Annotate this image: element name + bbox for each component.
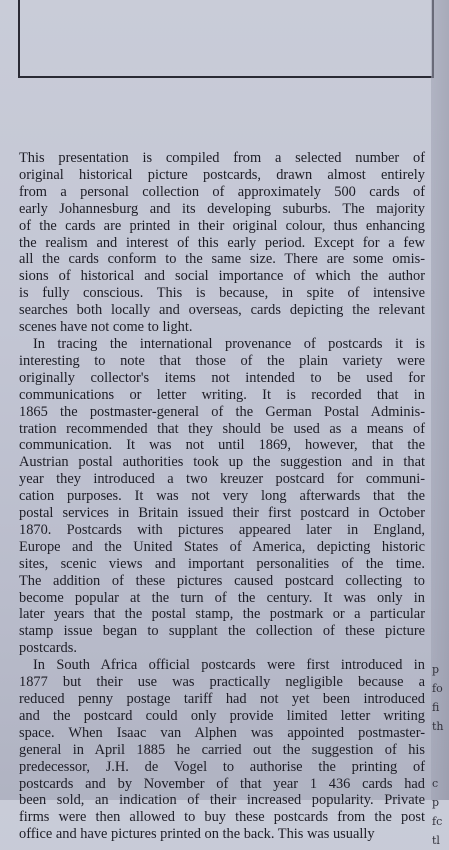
text-line: In tracing the international provenance of postcards it is [33,335,425,352]
text-line: Europe and the United States of America, depicting historic [19,538,425,555]
text-line: is fully conscious. This is because, in spite of intensive [19,285,425,302]
text-line: postcards and by November of that year 1 436 cards had [19,775,425,792]
margin-fragment: p [432,663,440,676]
margin-fragment: fo [432,682,443,695]
text-line: interesting to note that those of the plain variety were [19,352,425,369]
text-line: 1870. Postcards with pictures appeared later in England, [19,521,425,538]
text-line: space. When Isaac van Alphen was appointed postmaster- [19,724,425,741]
text-line: communication. It was not until 1869, however, that the [19,437,425,454]
margin-fragment: fc [432,815,443,828]
paragraph-3 [19,657,425,843]
text-line: sions of historical and social importance of which the author [19,268,425,285]
margin-fragment: p [432,796,440,809]
text-line: original historical picture postcards, drawn almost entirely [19,166,425,183]
text-line: later years that the postal stamp, the postmark or a particular [19,606,425,623]
text-line: The addition of these pictures caused postcard collecting to [19,572,425,589]
text-line: postal services in Britain issued their first postcard in October [19,505,425,522]
text-line: stamp issue began to supplant the collection of these picture [19,623,425,640]
paragraph-1 [19,150,425,336]
text-line: communications or letter writing. It is recorded that in [19,386,425,403]
text-line: general in April 1885 he carried out the suggestion of his [19,741,425,758]
text-line: the realism and interest of this early period. Except for a few [19,234,425,251]
body-text [19,150,425,843]
text-line: searches both locally and overseas, cards depicting the relevant [19,302,425,319]
text-line: sites, scenic views and important personalities of the time. [19,555,425,572]
text-line: predecessor, J.H. de Vogel to authorise the printing of [19,758,425,775]
text-line: tration recommended that they should be used as a means of [19,420,425,437]
text-line: early Johannesburg and its developing suburbs. The majority [19,200,425,217]
paragraph-2 [19,336,425,657]
text-line: from a personal collection of approximately 500 cards of [19,183,425,200]
adjacent-page-fragments [432,660,448,850]
text-line: reduced penny postage tariff had not yet been introduced [19,691,425,707]
text-line: In South Africa official postcards were first introduced in [33,657,425,674]
margin-fragment [432,736,448,755]
margin-fragment: th [432,720,444,733]
text-line: been sold, an indication of their increased popularity. Private [19,792,425,809]
text-line: of the cards are printed in their original colour, thus enhancing [19,217,425,234]
margin-fragment: fi [432,701,440,714]
margin-fragment: tl [432,834,440,847]
text-line: and the postcard could only provide limited letter writing [19,707,425,724]
text-line: become popular at the turn of the century. It was only in [19,589,425,606]
text-line: Austrian postal authorities took up the suggestion and in that [19,454,425,471]
text-line: postcards. [19,640,77,657]
text-line: scenes have not come to light. [19,319,193,336]
header-frame-box [18,0,434,78]
text-line: 1877 but their use was practically negligible because a [19,674,425,691]
text-line: all the cards conform to the same size. There are some omis- [19,251,425,268]
text-line: firms were then allowed to buy these postcards from the post [19,809,425,826]
text-line: year they introduced a two kreuzer postcard for communi- [19,471,425,488]
margin-fragment: c [432,777,439,790]
text-line: cation purposes. It was not very long afterwards that the [19,488,425,505]
text-line: This presentation is compiled from a selected number of [19,150,425,166]
margin-fragment [432,755,448,774]
text-line: 1865 the postmaster-general of the German Postal Adminis- [19,403,425,420]
text-line: originally collector's items not intended to be used for [19,369,425,386]
text-line: office and have pictures printed on the back. This was usually [19,826,375,843]
